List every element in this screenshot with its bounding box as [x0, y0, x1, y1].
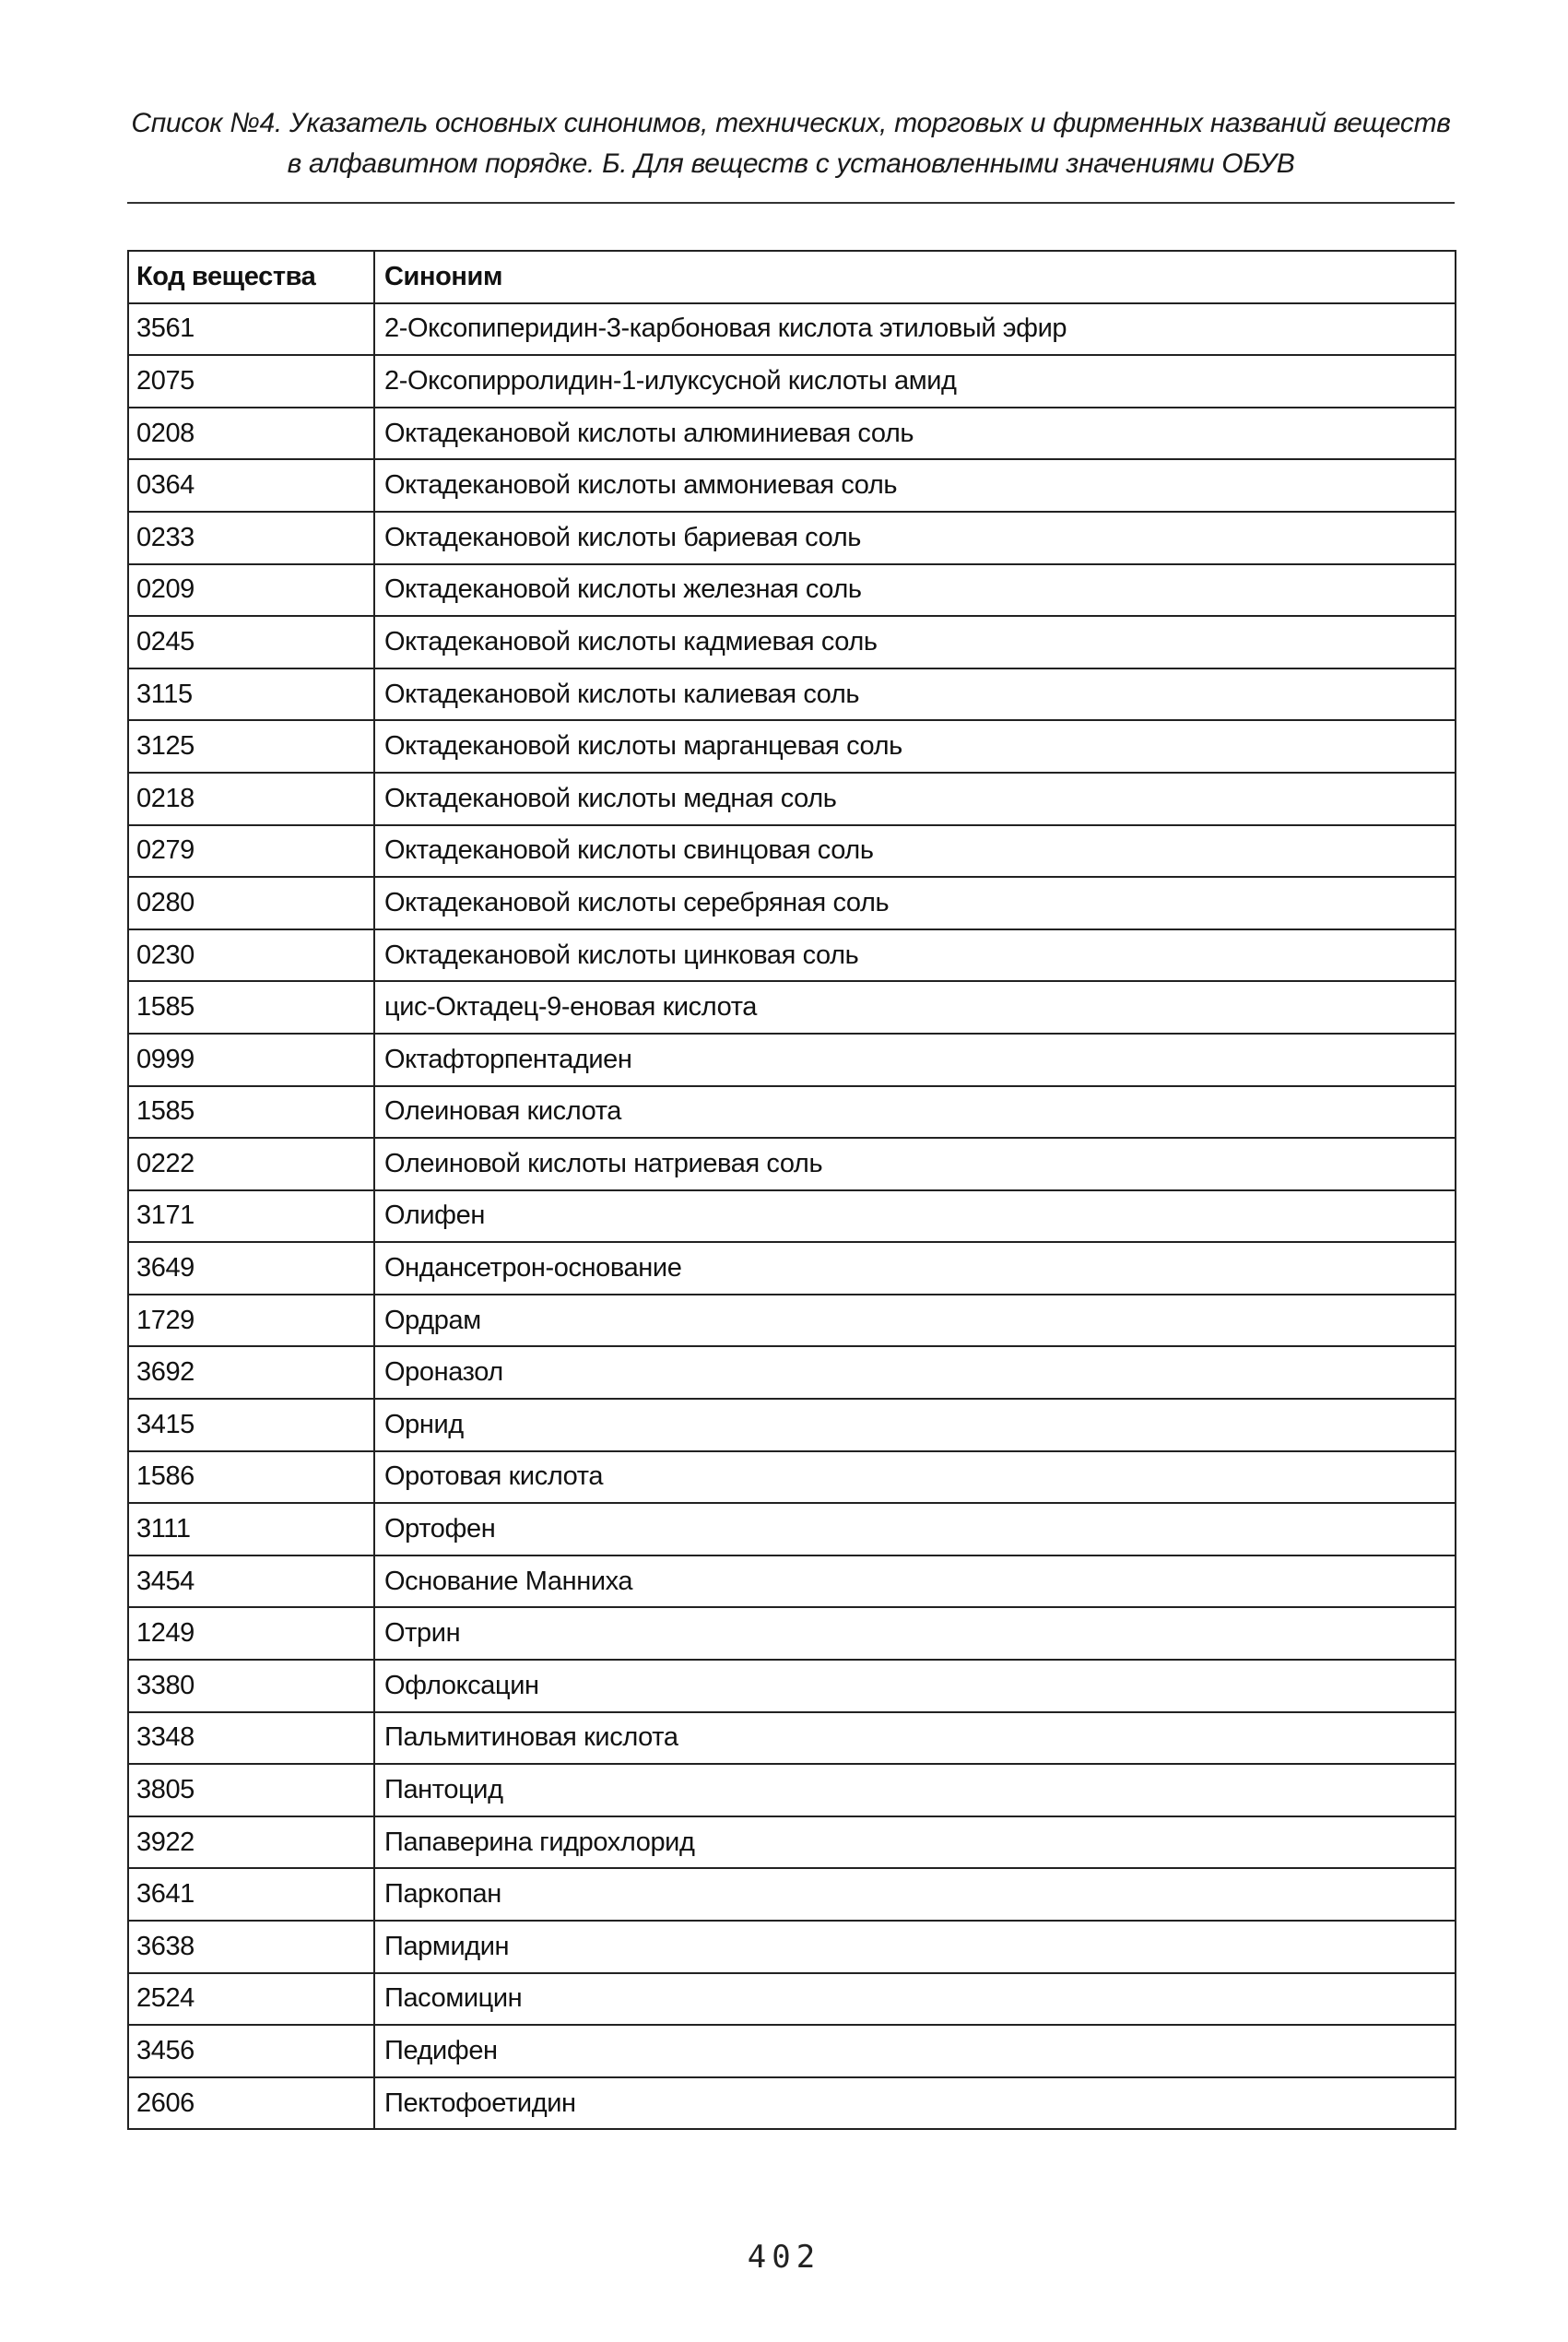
table-row: [128, 459, 1456, 512]
table-row: [128, 668, 1456, 721]
synonym-cell: Ортофен: [374, 1503, 1456, 1555]
substance-code-cell: 0208: [128, 408, 374, 460]
header-title-line-2: в алфавитном порядке. Б. Для веществ с установленными значениями ОБУВ: [287, 148, 1295, 179]
synonym-cell: Олеиновая кислота: [374, 1086, 1456, 1139]
substance-code-cell: 2606: [128, 2077, 374, 2130]
substance-code-cell: 3415: [128, 1399, 374, 1451]
substance-code-cell: 1585: [128, 981, 374, 1034]
table-row: [128, 303, 1456, 356]
table-row: [128, 1660, 1456, 1712]
substance-code-cell: 3348: [128, 1712, 374, 1765]
substance-code-cell: 3649: [128, 1242, 374, 1295]
synonym-cell: Ондансетрон-основание: [374, 1242, 1456, 1295]
substance-code-cell: 1729: [128, 1295, 374, 1347]
table-row: [128, 1399, 1456, 1451]
substance-code-cell: 0233: [128, 512, 374, 564]
table-row: [128, 408, 1456, 460]
substance-code-cell: 1585: [128, 1086, 374, 1139]
synonym-cell: Офлоксацин: [374, 1660, 1456, 1712]
substance-code-cell: 3125: [128, 720, 374, 773]
substance-code-cell: 0222: [128, 1138, 374, 1190]
substance-code-cell: 3111: [128, 1503, 374, 1555]
table-row: [128, 2077, 1456, 2130]
table-header-row: [128, 251, 1456, 303]
table-row: [128, 1242, 1456, 1295]
synonym-table-container: [127, 250, 1456, 2130]
synonym-cell: Октадекановой кислоты железная соль: [374, 564, 1456, 617]
table-row: [128, 564, 1456, 617]
substance-code-cell: 3456: [128, 2025, 374, 2077]
substance-code-cell: 0364: [128, 459, 374, 512]
synonym-cell: Пантоцид: [374, 1764, 1456, 1816]
header-title-line-1: Список №4. Указатель основных синонимов, технических, торговых и фирменных названий веществ: [131, 108, 1451, 138]
synonym-cell: Пасомицин: [374, 1973, 1456, 2026]
synonym-cell: Папаверина гидрохлорид: [374, 1816, 1456, 1869]
table-row: [128, 1451, 1456, 1504]
synonym-cell: Педифен: [374, 2025, 1456, 2077]
column-header-synonym: Синоним: [374, 251, 1456, 303]
page-header: [127, 103, 1455, 184]
synonym-cell: Октадекановой кислоты серебряная соль: [374, 877, 1456, 929]
synonym-cell: Основание Манниха: [374, 1555, 1456, 1608]
substance-code-cell: 1586: [128, 1451, 374, 1504]
table-row: [128, 877, 1456, 929]
substance-code-cell: 3115: [128, 668, 374, 721]
table-row: [128, 1555, 1456, 1608]
synonym-cell: Октадекановой кислоты свинцовая соль: [374, 825, 1456, 878]
table-row: [128, 1086, 1456, 1139]
synonym-cell: Ордрам: [374, 1295, 1456, 1347]
header-divider: [127, 202, 1455, 204]
substance-code-cell: 0279: [128, 825, 374, 878]
substance-code-cell: 3692: [128, 1346, 374, 1399]
substance-code-cell: 0999: [128, 1034, 374, 1086]
substance-code-cell: 0230: [128, 929, 374, 982]
column-header-code: Код вещества: [128, 251, 374, 303]
table-row: [128, 773, 1456, 825]
table-row: [128, 1295, 1456, 1347]
synonym-cell: Олифен: [374, 1190, 1456, 1243]
table-row: [128, 929, 1456, 982]
substance-code-cell: 0218: [128, 773, 374, 825]
synonym-cell: Октадекановой кислоты марганцевая соль: [374, 720, 1456, 773]
table-row: [128, 2025, 1456, 2077]
substance-code-cell: 3380: [128, 1660, 374, 1712]
substance-code-cell: 2524: [128, 1973, 374, 2026]
table-row: [128, 1503, 1456, 1555]
table-row: [128, 355, 1456, 408]
substance-code-cell: 3922: [128, 1816, 374, 1869]
table-row: [128, 720, 1456, 773]
synonym-cell: Октадекановой кислоты бариевая соль: [374, 512, 1456, 564]
substance-code-cell: 1249: [128, 1607, 374, 1660]
synonym-cell: Октадекановой кислоты калиевая соль: [374, 668, 1456, 721]
table-row: [128, 1190, 1456, 1243]
substance-code-cell: 3454: [128, 1555, 374, 1608]
synonym-cell: Октадекановой кислоты цинковая соль: [374, 929, 1456, 982]
table-row: [128, 1034, 1456, 1086]
synonym-cell: Октадекановой кислоты алюминиевая соль: [374, 408, 1456, 460]
substance-code-cell: 0245: [128, 616, 374, 668]
table-row: [128, 1346, 1456, 1399]
substance-code-cell: 3171: [128, 1190, 374, 1243]
synonym-cell: Пальмитиновая кислота: [374, 1712, 1456, 1765]
substance-code-cell: 3638: [128, 1921, 374, 1973]
synonym-cell: Оротовая кислота: [374, 1451, 1456, 1504]
synonym-cell: цис-Октадец-9-еновая кислота: [374, 981, 1456, 1034]
page-number: 402: [747, 2239, 821, 2276]
table-row: [128, 1921, 1456, 1973]
synonym-cell: Пектофоетидин: [374, 2077, 1456, 2130]
synonym-cell: Ороназол: [374, 1346, 1456, 1399]
table-row: [128, 1816, 1456, 1869]
table-row: [128, 1764, 1456, 1816]
synonym-cell: 2-Оксопирролидин-1-илуксусной кислоты амид: [374, 355, 1456, 408]
table-row: [128, 616, 1456, 668]
synonym-cell: Октадекановой кислоты аммониевая соль: [374, 459, 1456, 512]
table-row: [128, 981, 1456, 1034]
substance-code-cell: 0280: [128, 877, 374, 929]
synonym-table: [127, 250, 1456, 2130]
synonym-cell: Отрин: [374, 1607, 1456, 1660]
substance-code-cell: 3561: [128, 303, 374, 356]
table-row: [128, 825, 1456, 878]
synonym-cell: Пармидин: [374, 1921, 1456, 1973]
synonym-cell: Олеиновой кислоты натриевая соль: [374, 1138, 1456, 1190]
table-row: [128, 1607, 1456, 1660]
table-row: [128, 1138, 1456, 1190]
table-row: [128, 1973, 1456, 2026]
table-row: [128, 1868, 1456, 1921]
table-row: [128, 1712, 1456, 1765]
substance-code-cell: 3805: [128, 1764, 374, 1816]
table-row: [128, 512, 1456, 564]
synonym-cell: 2-Оксопиперидин-3-карбоновая кислота этиловый эфир: [374, 303, 1456, 356]
substance-code-cell: 3641: [128, 1868, 374, 1921]
synonym-cell: Паркопан: [374, 1868, 1456, 1921]
synonym-cell: Октадекановой кислоты кадмиевая соль: [374, 616, 1456, 668]
synonym-cell: Орнид: [374, 1399, 1456, 1451]
synonym-cell: Октафторпентадиен: [374, 1034, 1456, 1086]
synonym-cell: Октадекановой кислоты медная соль: [374, 773, 1456, 825]
synonym-table-body: [128, 251, 1456, 2129]
substance-code-cell: 0209: [128, 564, 374, 617]
substance-code-cell: 2075: [128, 355, 374, 408]
